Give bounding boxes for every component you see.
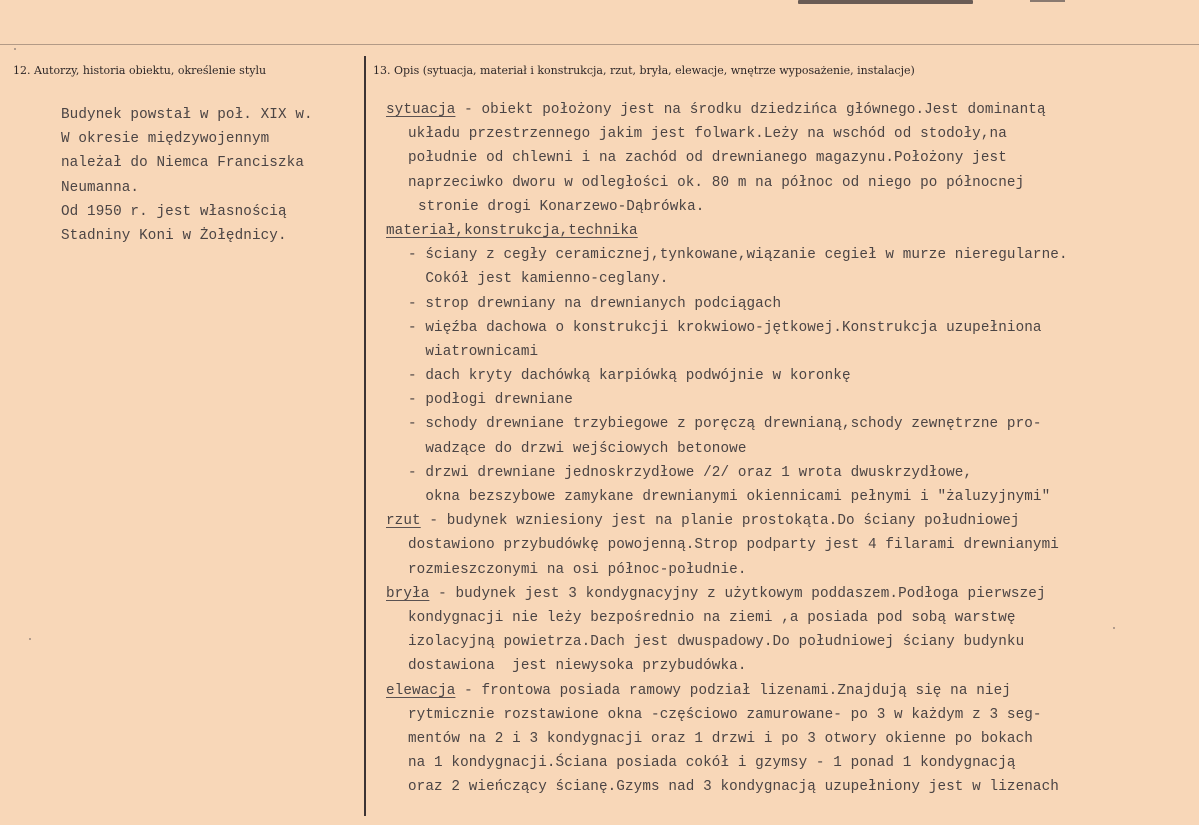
description-line — [386, 775, 1068, 799]
description-line — [386, 437, 1068, 461]
description-line — [386, 292, 1068, 316]
description-line — [386, 122, 1068, 146]
history-line: Neumanna. — [61, 179, 140, 196]
description-text-run: - podłogi drewniane — [408, 392, 573, 409]
description-line — [386, 606, 1068, 630]
description-text-run: Cokół jest kamienno-ceglany. — [408, 271, 669, 288]
description-line — [386, 751, 1068, 775]
description-line — [386, 267, 1068, 291]
description-text-run: południe od chlewni i na zachód od drewnianego magazynu.Położony jest — [408, 150, 1007, 167]
description-text-run: - obiekt położony jest na środku dziedzińca głównego.Jest dominantą — [455, 102, 1046, 118]
description-text-run: dostawiona jest niewysoka przybudówka. — [408, 658, 747, 675]
section-label: bryła — [386, 585, 430, 602]
paper-speck — [1113, 627, 1115, 629]
description-line — [386, 146, 1068, 170]
history-line: W okresie międzywojennym — [61, 131, 270, 148]
description-text-run: rytmicznie rozstawione okna -częściowo zamurowane- po 3 w każdym z 3 seg- — [408, 706, 1042, 723]
description-text-run: - strop drewniany na drewnianych podciągach — [408, 295, 782, 312]
section-12-header: 12. Autorzy, historia obiektu, określenie stylu — [13, 64, 267, 77]
description-line — [386, 533, 1068, 557]
section-label: rzut — [386, 513, 421, 530]
description-text-run: - więźba dachowa o konstrukcji krokwiowo-jętkowej.Konstrukcja uzupełniona — [408, 319, 1042, 336]
description-text-run: - dach kryty dachówką karpiówką podwójnie w koronkę — [408, 368, 851, 385]
description-line — [386, 243, 1068, 267]
description-line — [386, 679, 1068, 703]
description-text-run: - frontowa posiada ramowy podział lizenami.Znajdują się na niej — [455, 682, 1011, 699]
description-text-run: - budynek wzniesiony jest na planie prostokąta.Do ściany południowej — [420, 513, 1020, 530]
section-13-header: 13. Opis (sytuacja, materiał i konstrukcja, rzut, bryła, elewacje, wnętrze wyposażenie, instalacje) — [373, 64, 915, 77]
description-line — [386, 558, 1068, 582]
description-text-run: naprzeciwko dworu w odległości ok. 80 m na północ od niego po północnej — [408, 174, 1025, 191]
column-divider — [364, 56, 366, 816]
description-line — [386, 582, 1068, 606]
top-edge-mark-small — [1030, 0, 1065, 2]
description-line — [386, 485, 1068, 509]
history-line: należał do Niemca Franciszka — [61, 155, 305, 172]
paper-speck — [14, 48, 16, 50]
description-line — [386, 98, 1068, 122]
description-text-run: dostawiono przybudówkę powojenną.Strop podparty jest 4 filarami drewnianymi — [408, 537, 1059, 554]
description-line — [386, 654, 1068, 678]
description-text-run: mentów na 2 i 3 kondygnacji oraz 1 drzwi i po 3 otwory okienne po bokach — [408, 730, 1033, 747]
description-text-run: - schody drewniane trzybiegowe z poręczą drewnianą,schody zewnętrzne pro- — [408, 416, 1042, 433]
description-text-run: stronie drogi Konarzewo-Dąbrówka. — [418, 198, 705, 215]
description-line — [386, 630, 1068, 654]
description-line — [386, 388, 1068, 412]
description-text-run: wadzące do drzwi wejściowych betonowe — [408, 440, 747, 457]
history-line: Od 1950 r. jest własnością — [61, 203, 287, 220]
description-text-run: na 1 kondygnacji.Ściana posiada cokół i gzymsy - 1 ponad 1 kondygnacją — [408, 755, 1016, 772]
history-line: Stadniny Koni w Żołędnicy. — [61, 227, 287, 244]
description-line — [386, 364, 1068, 388]
description-text-run: - budynek jest 3 kondygnacyjny z użytkowym poddaszem.Podłoga pierwszej — [429, 585, 1046, 602]
description-line — [386, 461, 1068, 485]
description-line — [386, 195, 1068, 219]
history-line: Budynek powstał w poł. XIX w. — [61, 107, 313, 123]
description-text-run: układu przestrzennego jakim jest folwark.Leży na wschód od stodoły,na — [408, 126, 1007, 143]
description-line — [386, 412, 1068, 436]
top-rule — [0, 44, 1199, 45]
description-line — [386, 219, 1068, 243]
description-text-run: - drzwi drewniane jednoskrzydłowe /2/ oraz 1 wrota dwuskrzydłowe, — [408, 464, 973, 481]
description-text-run: oraz 2 wieńczący ścianę.Gzyms nad 3 kondygnacją uzupełniony jest w lizenach — [408, 779, 1059, 796]
description-text — [386, 98, 1068, 799]
description-line — [386, 340, 1068, 364]
section-label: elewacja — [386, 682, 456, 699]
history-text — [61, 103, 313, 248]
description-line — [386, 703, 1068, 727]
description-text-run: izolacyjną powietrza.Dach jest dwuspadowy.Do południowej ściany budynku — [408, 634, 1025, 651]
description-text-run: rozmieszczonymi na osi północ-południe. — [408, 561, 747, 578]
description-text-run: kondygnacji nie leży bezpośrednio na ziemi ,a posiada pod sobą warstwę — [408, 609, 1016, 626]
top-edge-mark — [798, 0, 973, 4]
description-text-run: wiatrownicami — [408, 343, 539, 360]
description-text-run: - ściany z cegły ceramicznej,tynkowane,wiązanie cegieł w murze nieregularne. — [408, 247, 1068, 264]
description-line — [386, 316, 1068, 340]
paper-speck — [29, 638, 31, 640]
description-line — [386, 727, 1068, 751]
description-line — [386, 171, 1068, 195]
description-line — [386, 509, 1068, 533]
section-label: sytuacja — [386, 102, 456, 118]
section-label: materiał,konstrukcja,technika — [386, 222, 638, 239]
description-text-run: okna bezszybowe zamykane drewnianymi okiennicami pełnymi i "żaluzyjnymi" — [408, 489, 1051, 505]
